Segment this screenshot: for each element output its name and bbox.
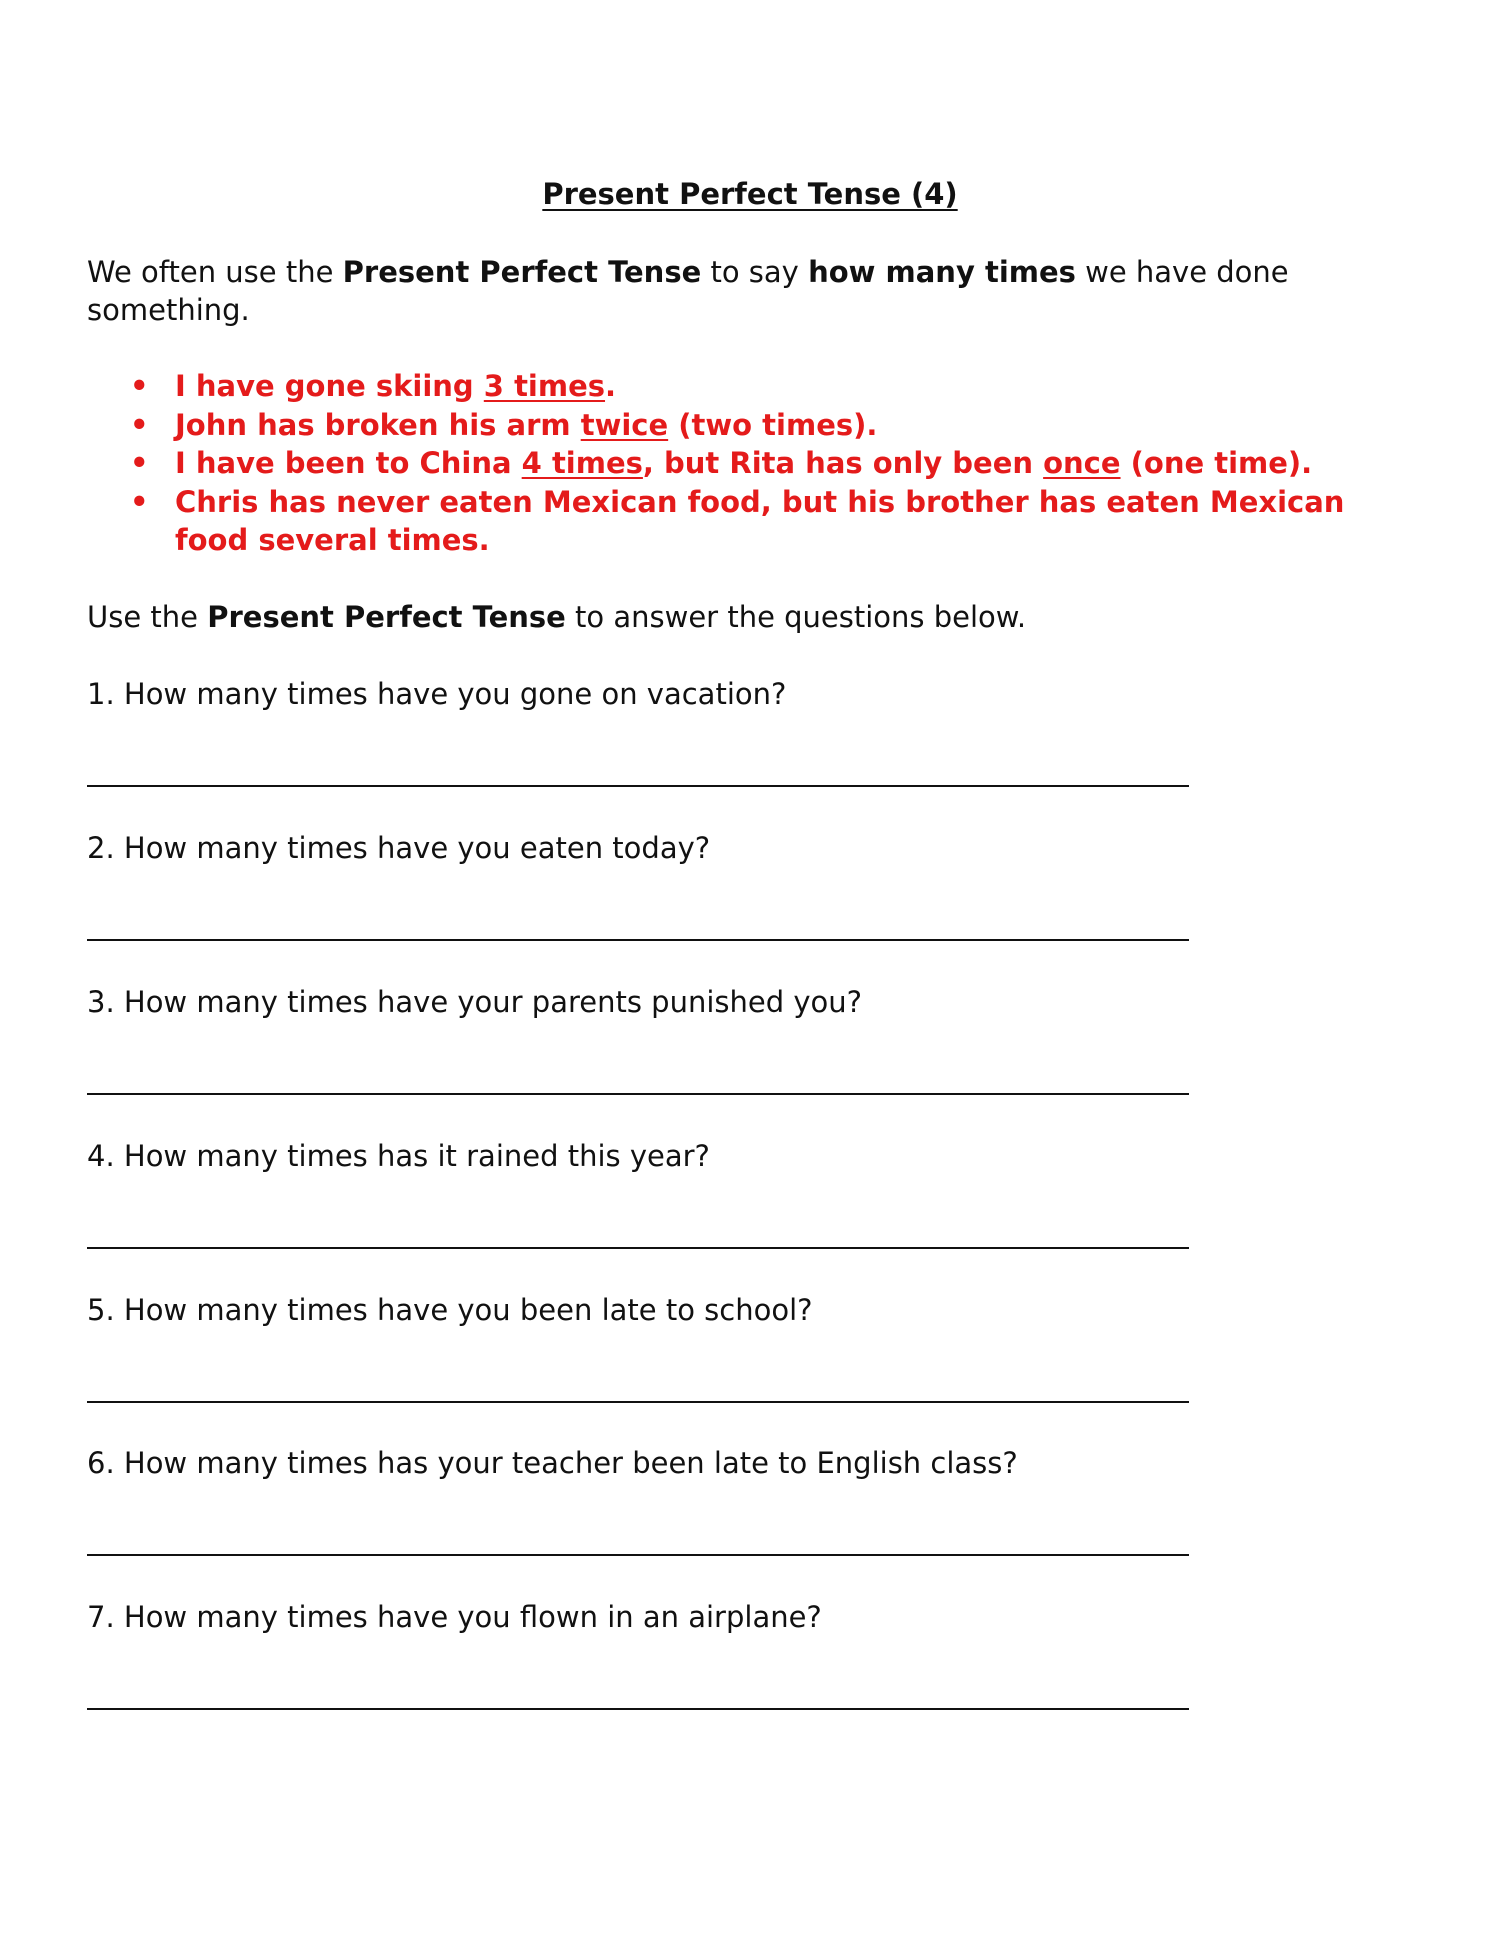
intro-text: to say [701,255,809,289]
question-2: 2. How many times have you eaten today? [87,831,711,865]
example-item [87,444,1387,483]
answer-line-4[interactable] [87,1247,1189,1249]
intro-paragraph [87,253,1347,329]
example-item [87,406,1387,445]
intro-bold-term: Present Perfect Tense [342,255,702,289]
page-title: Present Perfect Tense (4) [542,177,958,211]
question-5: 5. How many times have you been late to school? [87,1293,813,1327]
question-6: 6. How many times has your teacher been late to English class? [87,1446,1018,1480]
answer-line-5[interactable] [87,1401,1189,1403]
example-underlined: twice [580,407,669,442]
question-7: 7. How many times have you flown in an airplane? [87,1600,822,1634]
instruction-text-part: to answer the questions below. [565,600,1027,634]
bullet-icon: • [130,407,149,442]
answer-line-7[interactable] [87,1708,1189,1710]
answer-line-1[interactable] [87,785,1189,787]
intro-text: We often use the [87,255,343,289]
intro-text: we have done something. [87,255,1289,327]
example-text: (two times). [668,407,878,442]
instruction-text-part: Use the [87,600,208,634]
question-4: 4. How many times has it rained this year? [87,1139,710,1173]
example-text: I have been to China [175,446,522,480]
example-list [87,367,1387,560]
example-underlined: 3 times [483,369,606,403]
intro-bold-phrase: how many times [808,255,1076,289]
bullet-icon: • [130,369,149,403]
example-item [87,483,1387,560]
bullet-icon: • [130,446,149,480]
example-text: . [605,369,617,403]
example-underlined: once [1043,446,1121,480]
example-item [87,367,1387,406]
answer-line-2[interactable] [87,939,1189,941]
instruction-bold-term: Present Perfect Tense [207,600,566,634]
question-1: 1. How many times have you gone on vacation? [87,677,787,711]
example-text: (one time). [1120,446,1313,480]
bullet-icon: • [130,484,149,519]
instruction-text [87,598,1026,636]
answer-line-6[interactable] [87,1554,1189,1556]
example-text: I have gone skiing [175,369,484,403]
question-3: 3. How many times have your parents punished you? [87,985,863,1019]
example-text: , but Rita has only been [642,446,1044,480]
answer-line-3[interactable] [87,1093,1189,1095]
example-underlined: 4 times [521,446,643,480]
example-text: Chris has never eaten Mexican food, but his brother has eaten Mexican food several times. [175,484,1345,557]
example-text: John has broken his arm [175,407,581,442]
